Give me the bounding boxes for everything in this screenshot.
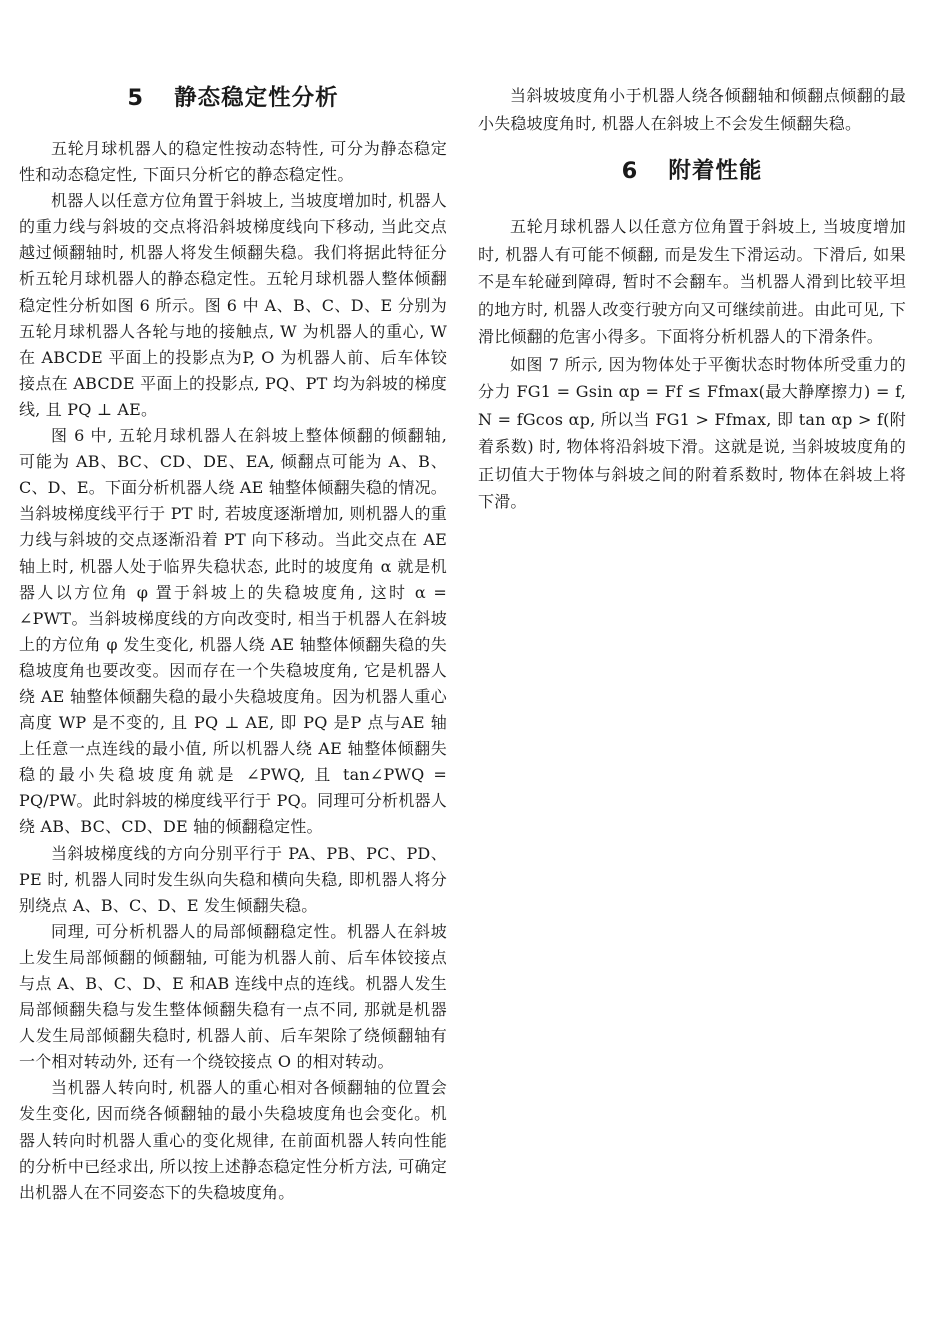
- section-6-paragraph: 五轮月球机器人以任意方位角置于斜坡上, 当坡度增加时, 机器人有可能不倾翻, 而是发生下滑运动。下滑后, 如果不是车轮碰到障碍, 暂时不会翻车。当机器人滑到比较平坦的地方时, 机器人改变行驶方向又可继续前进。由此可见, 下滑比倾翻的危害小得多。下面将分析机器人的下滑条件。: [478, 217, 906, 346]
- section-5-paragraph: 当斜坡坡度角小于机器人绕各倾翻轴和倾翻点倾翻的最小失稳坡度角时, 机器人在斜坡上不会发生倾翻失稳。: [478, 86, 906, 133]
- section-5-paragraph: 当斜坡梯度线的方向分别平行于 PA、PB、PC、PD、PE 时, 机器人同时发生纵向失稳和横向失稳, 即机器人将分别绕点 A、B、C、D、E 发生倾翻失稳。: [19, 843, 447, 915]
- section-5-paragraph: 图 6 中, 五轮月球机器人在斜坡上整体倾翻的倾翻轴, 可能为 AB、BC、CD、DE、EA, 倾翻点可能为 A、B、C、D、E。下面分析机器人绕 AE 轴整体倾翻失稳的情况。当斜坡梯度线平行于 PT 时, 若坡度逐渐增加, 则机器人的重力线与斜坡的交点逐渐沿着 PT 向下移动。当此交点在 AE 轴上时, 机器人处于临界失稳状态, 此时的坡度角 α 就是机器人以方位角 φ 置于斜坡上的失稳坡度角, 这时 α = ∠PWT。当斜坡梯度线的方向改变时, 相当于机器人在斜坡上的方位角 φ 发生变化, 机器人绕 AE 轴整体倾翻失稳的失稳坡度角也要改变。因而存在一个失稳坡度角, 它是机器人绕 AE 轴整体倾翻失稳的最小失稳坡度角。因为机器人重心高度 WP 是不变的, 且 PQ ⊥ AE, 即 PQ 是P 点与AE 轴上任意一点连线的最小值, 所以机器人绕 AE 轴整体倾翻失稳的最小失稳坡度角就是 ∠PWQ, 且 tan∠PWQ = PQ/PW。此时斜坡的梯度线平行于 PQ。同理可分析机器人绕 AB、BC、CD、DE 轴的倾翻稳定性。: [19, 426, 447, 837]
- section-6-paragraph: 如图 7 所示, 因为物体处于平衡状态时物体所受重力的分力 FG1 = Gsin αp = Ff ≤ Ffmax(最大静摩擦力) = f, N = fGcos αp, 所以当 FG1 > Ffmax, 即 tan αp > f(附着系数) 时, 物体将沿斜坡下滑。这就是说, 当斜坡坡度角的正切值大于物体与斜坡之间的附着系数时, 物体在斜坡上将下滑。: [478, 354, 906, 511]
- section-5-number: 5: [127, 85, 145, 111]
- section-5-paragraph: 机器人以任意方位角置于斜坡上, 当坡度增加时, 机器人的重力线与斜坡的交点将沿斜坡梯度线向下移动, 当此交点越过倾翻轴时, 机器人将发生倾翻失稳。我们将据此特征分析五轮月球机器人的静态稳定性。五轮月球机器人整体倾翻稳定性分析如图 6 所示。图 6 中 A、B、C、D、E 分别为五轮月球机器人各轮与地的接触点, W 为机器人的重心, W 在 ABCDE 平面上的投影点为P, O 为机器人前、后车体铰接点在 ABCDE 平面上的投影点, PQ、PT 均为斜坡的梯度线, 且 PQ ⊥ AE。: [19, 191, 447, 419]
- section-5-title: 静态稳定性分析: [174, 85, 339, 111]
- section-6-number: 6: [621, 158, 639, 184]
- right-column: [478, 82, 906, 516]
- section-6-title: 附着性能: [668, 158, 763, 184]
- section-6-heading: [478, 151, 906, 191]
- section-5-heading: [19, 78, 447, 118]
- section-5-paragraph: 五轮月球机器人的稳定性按动态特性, 可分为静态稳定性和动态稳定性, 下面只分析它的静态稳定性。: [19, 139, 447, 185]
- left-column: [19, 78, 447, 1206]
- section-5-paragraph: 同理, 可分析机器人的局部倾翻稳定性。机器人在斜坡上发生局部倾翻的倾翻轴, 可能为机器人前、后车体铰接点与点 A、B、C、D、E 和AB 连线中点的连线。机器人发生局部倾翻失稳与发生整体倾翻失稳有一点不同, 那就是机器人发生局部倾翻失稳时, 机器人前、后车架除了绕倾翻轴有一个相对转动外, 还有一个绕铰接点 O 的相对转动。: [19, 921, 447, 1072]
- section-5-paragraph: 当机器人转向时, 机器人的重心相对各倾翻轴的位置会发生变化, 因而绕各倾翻轴的最小失稳坡度角也会变化。机器人转向时机器人重心的变化规律, 在前面机器人转向性能的分析中已经求出, 所以按上述静态稳定性分析方法, 可确定出机器人在不同姿态下的失稳坡度角。: [19, 1078, 447, 1202]
